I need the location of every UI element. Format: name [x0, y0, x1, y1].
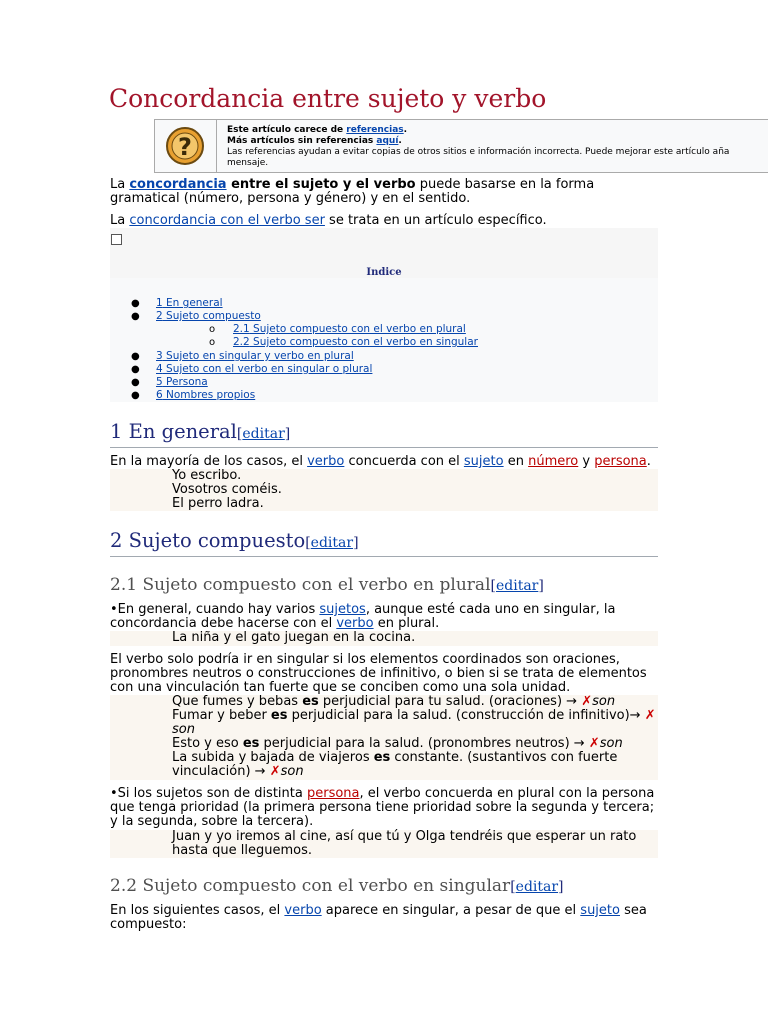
toc-sub-bullet: o: [209, 324, 216, 335]
notice-l2-post: .: [398, 136, 402, 146]
toc-item-4[interactable]: ● 4 Sujeto con el verbo en singular o plural: [131, 363, 373, 375]
s22-paragraph: En los siguientes casos, el verbo aparece en singular, a pesar de que el sujeto sea compuesto:: [110, 903, 647, 932]
notice-icon-cell: [155, 120, 217, 172]
example-line: El perro ladra.: [172, 496, 264, 511]
section-heading-2-1: 2.1 Sujeto compuesto con el verbo en plural[editar]: [110, 575, 544, 595]
verbo-link[interactable]: verbo: [307, 454, 345, 469]
toc-bullet: ●: [131, 390, 140, 401]
verbo-ser-link[interactable]: concordancia con el verbo ser: [129, 213, 325, 228]
edit-link-s2-1[interactable]: [editar]: [490, 578, 544, 594]
persona-link[interactable]: persona: [306, 786, 360, 801]
example-line: Vosotros coméis.: [172, 482, 282, 497]
cross-icon: ✗: [588, 736, 600, 751]
toc-item-6[interactable]: ● 6 Nombres propios: [131, 389, 256, 401]
intro-paragraph-1: [110, 178, 658, 206]
sujeto-link[interactable]: sujeto: [463, 454, 504, 469]
page-title: Concordancia entre sujeto y verbo: [109, 84, 547, 113]
references-notice: [154, 119, 768, 173]
toc-item-2-1[interactable]: o 2.1 Sujeto compuesto con el verbo en plural: [209, 323, 466, 335]
verbo-link[interactable]: verbo: [284, 903, 322, 918]
verbo-link[interactable]: verbo: [336, 616, 374, 631]
notice-l1-post: .: [403, 125, 408, 135]
section-heading-1: 1 En general[editar]: [110, 420, 658, 448]
s21-paragraph-1: •En general, cuando hay varios sujetos, aunque esté cada uno en singular, la concordancia debe hacerse con el verbo en plural.: [110, 602, 616, 631]
toc-item-3[interactable]: ● 3 Sujeto en singular y verbo en plural: [131, 350, 354, 362]
example-line: Que fumes y bebas es perjudicial para tu salud. (oraciones) → ✗son: [172, 694, 616, 709]
references-link[interactable]: referencias: [346, 125, 404, 135]
intro-p1-bold: entre el sujeto y el verbo: [226, 177, 416, 192]
s21-examples-2: [110, 695, 658, 780]
s1-paragraph: En la mayoría de los casos, el verbo concuerda con el sujeto en número y persona.: [110, 454, 651, 469]
section-heading-2-2: 2.2 Sujeto compuesto con el verbo en singular[editar]: [110, 876, 564, 896]
toc-bullet: ●: [131, 351, 140, 362]
edit-link-s1[interactable]: [editar]: [236, 426, 291, 442]
intro-p1-c: puede basarse en la forma gramatical (número, persona y género) y en el sentido.: [110, 177, 595, 206]
sujeto-link[interactable]: sujeto: [580, 903, 620, 918]
section-heading-2: 2 Sujeto compuesto[editar]: [110, 529, 658, 557]
edit-link-s2-2[interactable]: [editar]: [510, 879, 564, 895]
toc-item-1[interactable]: ● 1 En general: [131, 297, 223, 309]
sujetos-link[interactable]: sujetos: [319, 602, 366, 617]
intro-p2-b: se trata en un artículo específico.: [324, 213, 547, 228]
notice-line-4: mensaje.: [227, 158, 269, 168]
more-articles-link[interactable]: aquí: [376, 136, 399, 146]
toc-title: Indice: [366, 267, 402, 278]
example-line: Esto y eso es perjudicial para la salud. (pronombres neutros) → ✗son: [172, 736, 623, 751]
toc-bullet: ●: [131, 298, 140, 309]
cross-icon: ✗: [269, 764, 281, 779]
s21-example-1: [110, 631, 658, 646]
notice-l1-pre: Este artículo carece de: [227, 125, 347, 135]
edit-link-s2[interactable]: [editar]: [305, 535, 359, 551]
toc-bullet: ●: [131, 364, 140, 375]
notice-line-3: Las referencias ayudan a evitar copias de otros sitios e información incorrecta. Puede mejorar este artículo aña: [227, 147, 730, 157]
svg-text:?: ?: [178, 133, 192, 161]
example-line: Juan y yo iremos al cine, así que tú y Olga tendréis que esperar un rato hasta que lleguemos.: [172, 829, 637, 858]
example-line: La subida y bajada de viajeros es constante. (sustantivos con fuerte vinculación) → ✗son: [172, 750, 618, 779]
toc-bullet: ●: [131, 377, 140, 388]
table-of-contents: [110, 228, 658, 402]
toc-item-2[interactable]: ● 2 Sujeto compuesto: [131, 310, 261, 322]
cross-icon: ✗: [644, 708, 656, 723]
toc-item-5[interactable]: ● 5 Persona: [131, 376, 208, 388]
example-line: Fumar y beber es perjudicial para la salud. (construcción de infinitivo)→ ✗ son: [172, 708, 656, 737]
intro-p1-a: La: [110, 177, 130, 192]
s21-example-3: [110, 830, 658, 858]
notice-l2-pre: Más artículos sin referencias: [227, 136, 377, 146]
example-line: La niña y el gato juegan en la cocina.: [172, 630, 416, 645]
s1-examples: [110, 469, 658, 511]
toc-item-2-2[interactable]: o 2.2 Sujeto compuesto con el verbo en singular: [209, 336, 478, 348]
toc-bullet: ●: [131, 311, 140, 322]
concordancia-link[interactable]: concordancia: [129, 177, 227, 192]
intro-paragraph-2: [110, 214, 658, 228]
example-line: Yo escribo.: [172, 468, 242, 483]
persona-link[interactable]: persona: [594, 454, 647, 469]
toc-sub-bullet: o: [209, 337, 216, 348]
question-icon: [164, 126, 206, 166]
toc-toggle-checkbox[interactable]: [111, 234, 122, 245]
s21-paragraph-3: •Si los sujetos son de distinta persona, el verbo concuerda en plural con la persona que tenga prioridad (la primera persona tiene prioridad sobre la segunda y tercera; y la segunda, sobre la tercera).: [110, 786, 655, 829]
s21-paragraph-2: El verbo solo podría ir en singular si los elementos coordinados son oraciones, pronombres neutros o construcciones de infinitivo, o bien si se trata de elementos con una vinculación tan fuerte que se conciben como una sola unidad.: [110, 652, 647, 695]
intro-p2-a: La: [110, 213, 130, 228]
notice-text: [227, 125, 768, 169]
numero-link[interactable]: número: [528, 454, 579, 469]
cross-icon: ✗: [581, 694, 593, 709]
